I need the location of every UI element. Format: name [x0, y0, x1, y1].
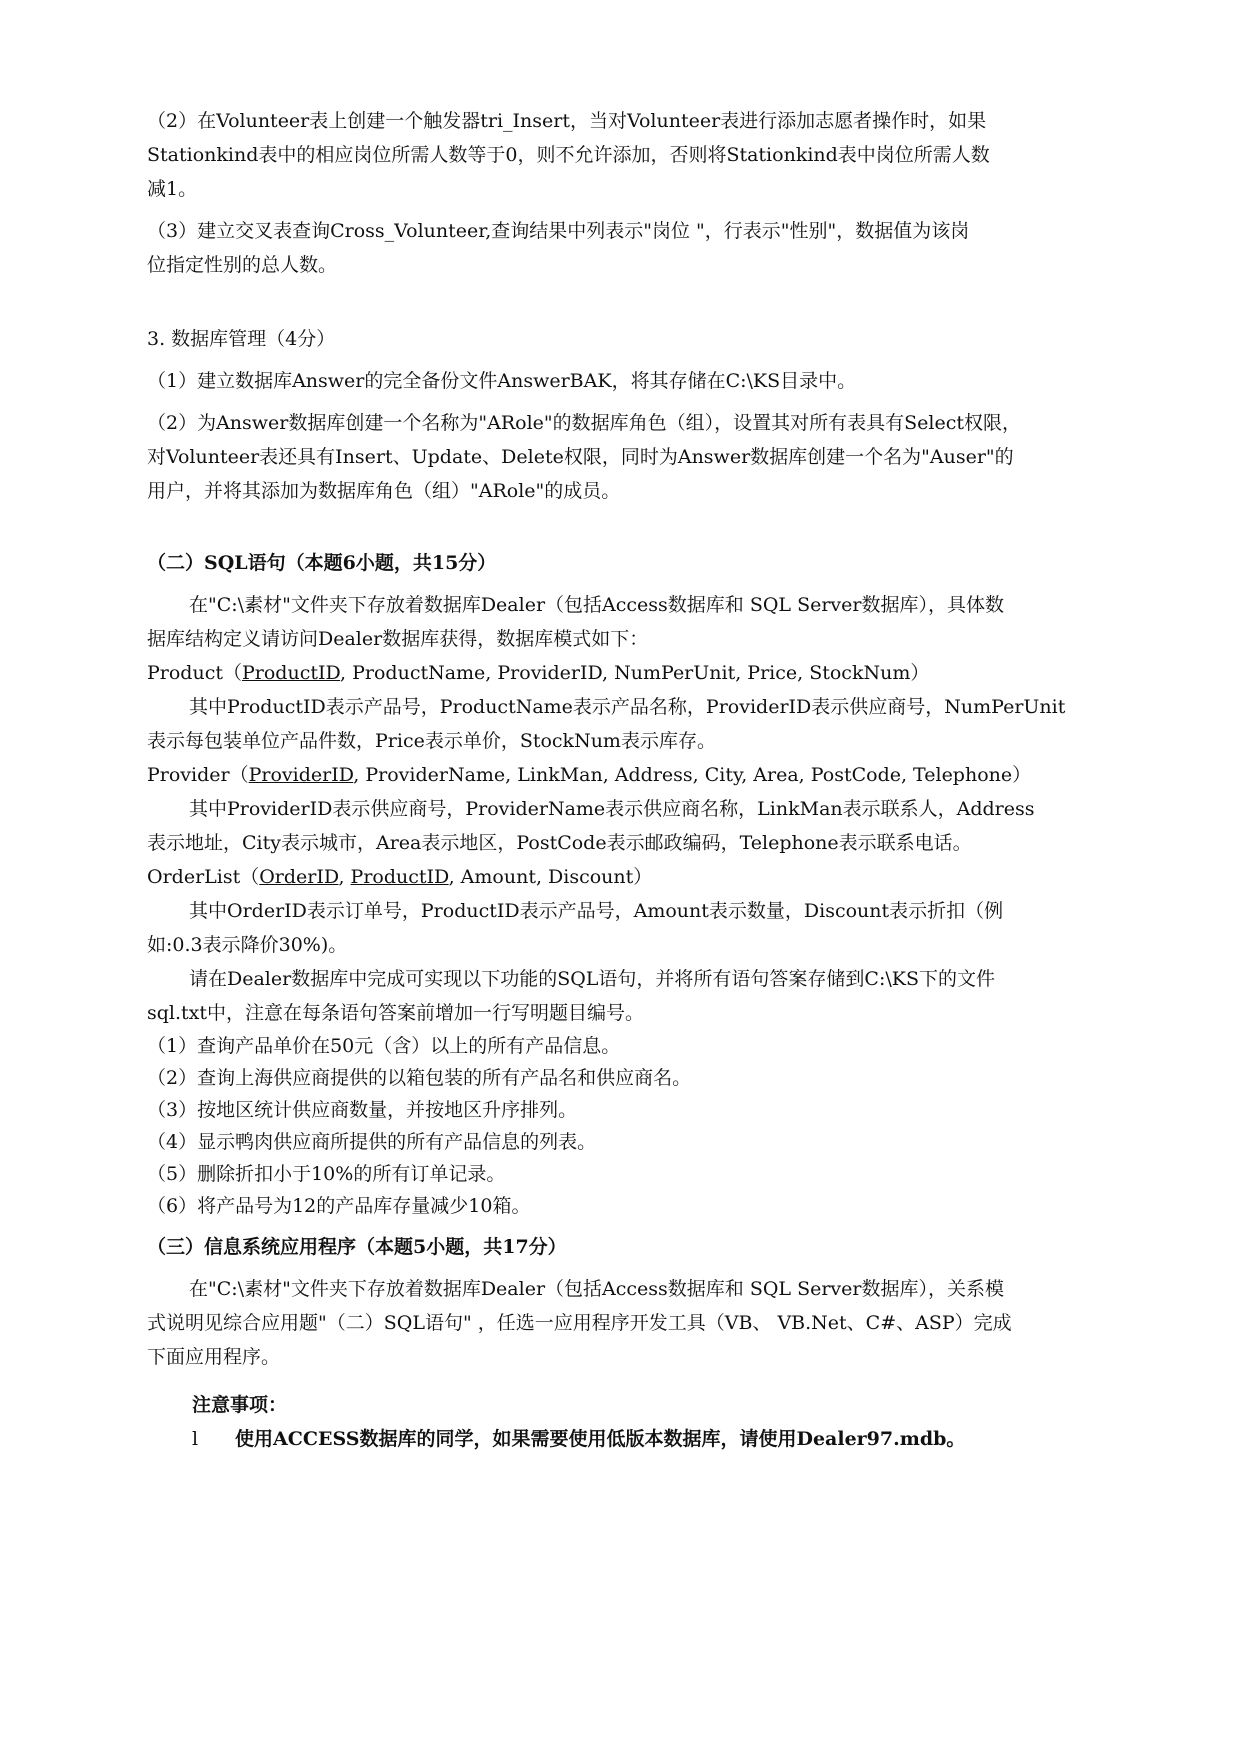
list-item: （3）按地区统计供应商数量，并按地区升序排列。: [147, 1099, 578, 1121]
list-item: （1）查询产品单价在50元（含）以上的所有产品信息。: [147, 1035, 621, 1057]
sql-section-heading: （二）SQL语句（本题6小题，共15分）: [147, 552, 497, 574]
db-admin-q2-line-3: 用户，并将其添加为数据库角色（组）"ARole"的成员。: [147, 480, 621, 502]
product-schema: [147, 656, 1107, 690]
provider-schema-rest: , ProviderName, LinkMan, Address, City, Area, PostCode, Telephone）: [353, 764, 1032, 786]
app-intro-line-1: 在"C:\素材"文件夹下存放着数据库Dealer（包括Access数据库和 SQL Server数据库），关系模: [189, 1278, 1004, 1300]
provider-schema-prefix: Provider（: [147, 764, 249, 786]
orderlist-schema: [147, 860, 1107, 894]
list-item: （5）删除折扣小于10%的所有订单记录。: [147, 1163, 506, 1185]
sql-intro-line-2: 据库结构定义请访问Dealer数据库获得，数据库模式如下：: [147, 628, 649, 650]
sql-intro-line-1: 在"C:\素材"文件夹下存放着数据库Dealer（包括Access数据库和 SQL Server数据库），具体数: [189, 594, 1004, 616]
orderlist-key-separator: ,: [338, 866, 351, 888]
sql-question-list: [147, 1030, 1107, 1222]
list-item: （2）查询上海供应商提供的以箱包装的所有产品名和供应商名。: [147, 1067, 692, 1089]
provider-desc-line-1: 其中ProviderID表示供应商号，ProviderName表示供应商名称，LinkMan表示联系人，Address: [189, 798, 1035, 820]
sql-task-line-1: 请在Dealer数据库中完成可实现以下功能的SQL语句，并将所有语句答案存储到C:\KS下的文件: [189, 968, 995, 990]
provider-schema: [147, 758, 1107, 792]
db-admin-q2-line-1: （2）为Answer数据库创建一个名称为"ARole"的数据库角色（组），设置其对所有表具有Select权限，: [147, 412, 1022, 434]
q2-trigger-line-1: （2）在Volunteer表上创建一个触发器tri_Insert，当对Volunteer表进行添加志愿者操作时，如果: [147, 110, 987, 132]
q2-trigger-line-3: 减1。: [147, 178, 198, 200]
product-desc-line-1: 其中ProductID表示产品号，ProductName表示产品名称，ProviderID表示供应商号，NumPerUnit: [189, 696, 1066, 718]
note-bullet: [147, 1422, 1107, 1456]
document-page: [147, 104, 1107, 1456]
provider-key: ProviderID: [248, 764, 354, 786]
app-intro-line-2: 式说明见综合应用题"（二）SQL语句" ，任选一应用程序开发工具（VB、 VB.Net、C#、ASP）完成: [147, 1312, 1012, 1334]
sql-task-line-2: sql.txt中，注意在每条语句答案前增加一行写明题目编号。: [147, 1002, 645, 1024]
product-key: ProductID: [241, 662, 341, 684]
orderlist-schema-prefix: OrderList（: [147, 866, 260, 888]
app-intro-line-3: 下面应用程序。: [147, 1346, 281, 1368]
orderlist-desc-line-1: 其中OrderID表示订单号，ProductID表示产品号，Amount表示数量，Discount表示折扣（例: [189, 900, 1004, 922]
orderlist-key-productid: ProductID: [350, 866, 449, 888]
note-bullet-text: 使用ACCESS数据库的同学，如果需要使用低版本数据库，请使用Dealer97.mdb。: [235, 1428, 966, 1450]
bullet-mark: l: [192, 1428, 199, 1450]
db-admin-q1: （1）建立数据库Answer的完全备份文件AnswerBAK，将其存储在C:\KS目录中。: [147, 370, 857, 392]
orderlist-key-orderid: OrderID: [259, 866, 339, 888]
product-schema-prefix: Product（: [147, 662, 242, 684]
db-admin-title: 3. 数据库管理（4分）: [147, 328, 336, 350]
orderlist-schema-rest: , Amount, Discount）: [448, 866, 653, 888]
orderlist-desc-line-2: 如:0.3表示降价30%)。: [147, 934, 348, 956]
q2-trigger-line-2: Stationkind表中的相应岗位所需人数等于0，则不允许添加，否则将Stationkind表中岗位所需人数: [147, 144, 990, 166]
note-title: 注意事项：: [192, 1394, 288, 1416]
list-item: （6）将产品号为12的产品库存量减少10箱。: [147, 1195, 531, 1217]
q3-crosstab-line-2: 位指定性别的总人数。: [147, 254, 338, 276]
product-desc-line-2: 表示每包装单位产品件数，Price表示单价，StockNum表示库存。: [147, 730, 716, 752]
app-section-heading: （三）信息系统应用程序（本题5小题，共17分）: [147, 1236, 567, 1258]
db-admin-q2-line-2: 对Volunteer表还具有Insert、Update、Delete权限，同时为Answer数据库创建一个名为"Auser"的: [147, 446, 1014, 468]
product-schema-rest: , ProductName, ProviderID, NumPerUnit, Price, StockNum）: [340, 662, 930, 684]
q3-crosstab-line-1: （3）建立交叉表查询Cross_Volunteer,查询结果中列表示"岗位 "，行表示"性别"，数据值为该岗: [147, 220, 970, 242]
provider-desc-line-2: 表示地址，City表示城市，Area表示地区，PostCode表示邮政编码，Telephone表示联系电话。: [147, 832, 972, 854]
list-item: （4）显示鸭肉供应商所提供的所有产品信息的列表。: [147, 1131, 597, 1153]
